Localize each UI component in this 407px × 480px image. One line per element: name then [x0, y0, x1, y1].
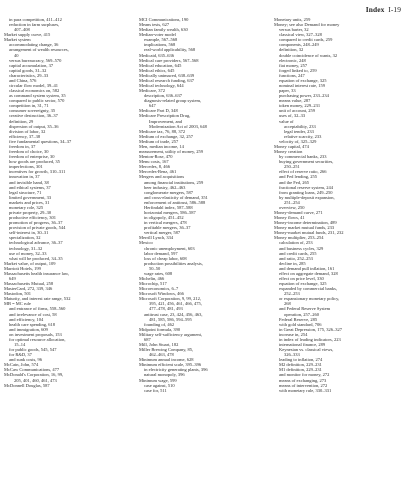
- index-subentry: for R&D, 37: [9, 352, 32, 358]
- index-subentry: 250–251: [284, 164, 300, 170]
- index-subentry: M1 definition, 229–231: [279, 367, 322, 373]
- index-entry: Michelin, 466: [139, 275, 165, 281]
- index-subentry: fiat money, 257: [279, 62, 308, 68]
- index-entry: Money market mutual funds, 233: [274, 225, 335, 231]
- index-subentry: how goods are produced, 35: [9, 159, 60, 165]
- index-entry: Money-market mutual funds, 231, 232: [274, 230, 344, 236]
- index-subentry: for optimal resource allocation,: [9, 336, 66, 342]
- index-subentry: classical view, 327–328: [279, 32, 322, 38]
- index-entry: Military self-sufficiency argument,: [139, 331, 202, 337]
- index-subentry: case for, 511: [144, 387, 167, 393]
- index-subentry: arrangement of wealth resources,: [9, 47, 69, 53]
- index-subentry: value of: [279, 118, 294, 124]
- index-subentry: purchasing power, 233–234: [279, 93, 329, 99]
- index-subentry: circular flow model, 39–41: [9, 83, 58, 89]
- index-subentry: classical economics on, 582: [9, 88, 60, 94]
- index-subentry: 252–253: [284, 291, 300, 297]
- index-subentry: velocity of, 325–329: [279, 138, 317, 144]
- index-entry: Market system: [4, 37, 31, 43]
- index-subentry: limited government, 33: [9, 194, 52, 200]
- index-subentry: reduction in farm surpluses,: [9, 22, 60, 28]
- index-entry: Mastodon, 501: [4, 291, 31, 297]
- index-subentry: nominal interest rate, 159: [279, 83, 325, 89]
- index-subentry: electronic, 248: [279, 57, 306, 63]
- index-subentry: example, 567–568: [144, 37, 178, 43]
- index-subentry: dispersion of output, 35–36: [9, 123, 59, 129]
- index-subentry: operation, 257–260: [284, 311, 319, 317]
- page-number: I-19: [388, 5, 401, 14]
- index-subentry: vertical merger, 587: [144, 230, 181, 236]
- index-subentry: 205, 401, 460, 461, 473: [14, 377, 57, 383]
- index-subentry: what will be produced, 34–35: [9, 255, 63, 261]
- index-subentry: 477–478, 481, 493: [149, 306, 183, 312]
- index-entry: Monetary units, 259: [274, 17, 311, 22]
- index-entry: Medical technology, 644: [139, 83, 184, 89]
- index-subentry: real-world applicability, 568: [144, 47, 196, 53]
- index-subentry: freedom in, 37: [9, 143, 36, 149]
- index-subentry: in Great Depression, 175, 326–327: [279, 326, 342, 332]
- index-entry: Medical education, 645: [139, 62, 182, 68]
- index-subentry: and ratio, 252–253: [279, 255, 313, 261]
- index-subentry: uses of, 32–33: [279, 113, 306, 119]
- index-subentry: and business cycles, 329: [279, 245, 324, 251]
- index-subentry: 268: [284, 301, 291, 307]
- index-subentry: division of labor, 32: [9, 128, 46, 134]
- index-subentry: relative scarcity, 233: [284, 133, 322, 139]
- index-subentry: conglomerate mergers, 587: [144, 189, 194, 195]
- index-subentry: means value, 287: [279, 98, 311, 104]
- index-subentry: capital accumulation, 37: [9, 62, 54, 68]
- index-subentry: founding of, 462: [144, 321, 175, 327]
- index-subentry: decline in, 285: [279, 260, 306, 266]
- index-subentry: 395, 421, 456, 461, 466, 475,: [149, 301, 202, 307]
- index-subentry: international finance, 289: [279, 342, 326, 347]
- index-subentry: leading to inflation, 274: [279, 357, 323, 363]
- index-entry: Money-income determination, 489: [274, 220, 337, 226]
- index-entry: Money; see also Demand for money: [274, 22, 340, 28]
- index-subentry: labor demand, 597: [144, 250, 178, 256]
- index-subentry: Modernization Act of 2003, 648: [149, 123, 207, 129]
- index-subentry: and entrance of firms, 558–560: [9, 306, 66, 312]
- index-subentry: freedom of choice, 30: [9, 149, 49, 155]
- index-subentry: components, 248–249: [279, 42, 319, 48]
- index-entry: Mexico: [139, 240, 153, 246]
- index-subentry: self-interest in, 30–31: [9, 230, 49, 236]
- index-entry: Medium of exchange, 32, 257: [139, 133, 193, 139]
- index-entry: MasterCard, 272, 339, 346: [4, 286, 53, 292]
- index-subentry: double coincidence of wants, 32: [279, 52, 338, 58]
- index-subentry: profitable mergers, 36–37: [144, 225, 191, 231]
- index-entry: Mill, John Stuart, 182: [139, 342, 179, 347]
- index-subentry: legal tender, 233: [284, 128, 314, 134]
- index-subentry: and irrelevance of cost, 58: [9, 311, 57, 317]
- index-subentry: specialization, 32: [9, 235, 41, 241]
- index-subentry: and ethical systems, 37: [9, 184, 51, 190]
- index-subentry: and immigration, 609: [9, 326, 48, 332]
- index-subentry: 481, 585, 586, 594–595: [149, 316, 192, 322]
- index-entry: Medicare tax, 76, 88, 372: [139, 128, 186, 134]
- index-subentry: acceptability, 233: [284, 123, 316, 129]
- index-subentry: horizontal mergers, 586–587: [144, 209, 196, 215]
- index-subentry: for public goods, 545, 547: [9, 347, 57, 353]
- index-subentry: 687: [144, 336, 151, 342]
- index-entry: Men, median income, 14: [139, 143, 184, 149]
- index-subentry: on investment proposals, 153: [9, 331, 62, 337]
- index-subentry: equation of exchange, 325: [279, 281, 327, 287]
- index-subentry: and invisible hand, 38: [9, 179, 49, 185]
- index-subentry: in vertical mergers, 478: [144, 220, 187, 226]
- index-subentry: forged linked to, 259: [279, 67, 317, 73]
- index-subentry: diagnosis-related group system,: [144, 98, 202, 104]
- index-subentry: from granting loans, 249–250: [279, 189, 333, 195]
- index-subentry: effect on aggregate demand, 328: [279, 270, 338, 276]
- index-entry: Means tests, 627: [139, 22, 170, 28]
- index-subentry: with monetary rule, 330–331: [279, 387, 332, 393]
- index-subentry: and sunk costs, 96: [9, 357, 42, 363]
- index-subentry: production possibilities analysis,: [144, 260, 203, 266]
- index-subentry: beer industry, 462–463: [144, 184, 186, 190]
- index-entry: McDonald's Corporation, 16, 99,: [4, 372, 64, 378]
- index-subentry: fractional reserve system, 244: [279, 184, 333, 190]
- index-subentry: Herfindahl index, 587–588: [144, 204, 193, 210]
- index-subentry: among financial institutions, 259: [144, 179, 204, 185]
- index-entry: Money flows, 41: [274, 215, 305, 221]
- index-subentry: 326–333: [284, 352, 300, 358]
- index-subentry: freedom of enterprise, 30: [9, 154, 55, 160]
- index-entry: MCI Communications, 190: [139, 17, 189, 22]
- index-subentry: and China, 576: [9, 77, 37, 83]
- index-entry: Merrill Lynch, 334: [139, 235, 174, 241]
- index-subentry: M2 definition, 229–231: [279, 362, 322, 368]
- index-entry: measurement, utility of money, 259: [139, 149, 203, 155]
- index-subentry: and Fed lending, 255: [279, 174, 317, 180]
- index-subentry: competition in, 31, 71: [9, 103, 49, 109]
- index-entry: Median family wealth, 630: [139, 27, 188, 33]
- index-entry: Mercedes-Benz, 461: [139, 169, 177, 175]
- index-subentry: definition, 32: [279, 47, 304, 53]
- index-subentry: monetary role, 325: [9, 204, 44, 210]
- index-entry: Menton-Rose, 470: [139, 154, 173, 160]
- index-subentry: natural monopoly, 396: [144, 372, 185, 378]
- index-subentry: Improvement, and: [149, 118, 182, 124]
- index-subentry: incentives for growth, 310–311: [9, 169, 66, 175]
- index-subentry: and monitor for money, 272: [279, 372, 330, 378]
- index-subentry: Keynesian vs. classical views,: [279, 347, 334, 353]
- index-subentry: as command system system, 35: [9, 93, 66, 99]
- index-subentry: effect on price level, 330: [279, 275, 324, 281]
- index-subentry: calculation of, 253: [279, 240, 313, 246]
- index-subentry: Federal Reserve, 285: [279, 316, 318, 322]
- index-subentry: productive efficiency, 301: [9, 215, 56, 221]
- index-subentry: expanded by commercial banks,: [279, 286, 337, 292]
- index-subentry: and credit cards, 255: [279, 250, 317, 256]
- index-subentry: wage rates, 608: [144, 270, 173, 276]
- index-subentry: effect of reserve ratio, 266: [279, 169, 327, 175]
- index-subentry: creative destruction, 36–37: [9, 113, 58, 119]
- index-subentry: token money, 229–231: [279, 103, 321, 109]
- index-entry: MB = MC rule: [4, 301, 31, 307]
- index-subentry: buying government securities,: [279, 159, 334, 165]
- index-subentry: case against, 510: [144, 382, 175, 388]
- index-subentry: definition, 29: [9, 118, 34, 124]
- index-subentry: description, 636–637: [144, 93, 182, 99]
- index-entry: Mercedes, 8, 466: [139, 164, 170, 170]
- index-subentry: accommodating change, 36: [9, 42, 59, 48]
- index-subentry: imperfections, 301: [9, 164, 43, 170]
- index-subentry: unit of account, 259: [279, 108, 315, 114]
- index-subentry: means of intervention, 272: [279, 382, 328, 388]
- index-entry: Money creation: [274, 149, 303, 155]
- index-subentry: provision of private goods, 544: [9, 225, 66, 231]
- index-entry: Medicare Part D, 348: [139, 108, 178, 114]
- index-subentry: 462–463, 478: [149, 352, 174, 358]
- index-entry: Midpoint formula, 390: [139, 326, 181, 332]
- index-entry: Medical research funding, 637: [139, 77, 194, 83]
- index-subentry: versus bureaucracy, 569–570: [9, 57, 62, 63]
- index-subentry: increase in, 254: [279, 331, 308, 337]
- index-subentry: in index of leading indicators, 223: [279, 336, 341, 342]
- index-subentry: overview, 250: [279, 204, 305, 210]
- index-subentry: 407–408: [14, 27, 30, 33]
- index-subentry: 50–50: [149, 265, 161, 271]
- index-subentry: and Federal Reserve System: [279, 306, 331, 312]
- index-subentry: efficiency, 37–38: [9, 133, 41, 139]
- index-subentry: by multiple-deposit expansion,: [279, 194, 335, 200]
- index-subentry: versus barter, 32: [279, 27, 309, 33]
- index-entry: Money-demand curve, 271: [274, 209, 323, 215]
- index-column-3: [274, 17, 401, 393]
- index-subentry: private property, 29–30: [9, 209, 52, 215]
- index-entry: Microsoft Windows, 466: [139, 291, 184, 297]
- index-entry: Medicare Prescription Drug,: [139, 113, 191, 119]
- index-entry: McCaw Communications, 477: [4, 367, 60, 373]
- index-entry: Massachusetts Mutual, 258: [4, 281, 54, 287]
- index-subentry: antitrust case, 23, 424, 456, 463,: [144, 311, 203, 317]
- index-subentry: by commercial banks, 233: [279, 154, 327, 160]
- index-subentry: markets and prices, 31: [9, 199, 50, 205]
- index-entry: Market supply curve, 415: [4, 32, 51, 38]
- index-subentry: loss of cheap labor, 608: [144, 255, 187, 261]
- index-subentry: paper, 33: [279, 88, 296, 94]
- index-entry: Minimum annual income, 628: [139, 357, 194, 363]
- index-subentry: technological advance, 36–37: [9, 240, 63, 246]
- index-subentry: five fundamental questions, 34–37: [9, 138, 72, 144]
- index-entry: Massachusetts health insurance law,: [4, 270, 69, 276]
- index-subentry: chronic unemployment, 603: [144, 245, 195, 251]
- index-subentry: in electricity generating plants, 396: [144, 367, 208, 373]
- index-entry: Medium of trade, 257: [139, 138, 179, 144]
- index-subentry: consumer sovereignty, 35: [9, 108, 56, 114]
- index-column-2: [139, 17, 266, 393]
- index-entry: Medical ethics, 645: [139, 67, 175, 73]
- index-subentry: means of exchanging, 273: [279, 377, 327, 383]
- index-entry: Medically uninsured, 638–639: [139, 72, 195, 78]
- index-subentry: characteristics, 29–33: [9, 72, 49, 78]
- index-entry: Menu costs, 167: [139, 159, 169, 165]
- index-entry: Miller Brewing Company, 85,: [139, 347, 194, 353]
- index-entry: Minimum wage, 599: [139, 377, 177, 383]
- index-entry: Money multiplier, 253–254: [274, 235, 324, 241]
- index-subentry: 647: [149, 103, 156, 109]
- index-subentry: implications, 568: [144, 42, 176, 48]
- index-subentry: and the Fed, 265: [279, 179, 309, 185]
- index-subentry: health care spending, 618: [9, 321, 55, 327]
- index-subentry: in oligopoly, 451–452: [144, 215, 184, 221]
- index-subentry: or expansionary monetary policy,: [279, 296, 340, 302]
- index-entry: Microeconomics, 6–7: [139, 286, 179, 292]
- index-entry: Medicaid, 635–636: [139, 52, 174, 58]
- index-subentry: promotion of progress, 36–37: [9, 220, 63, 226]
- index-subentry: with gold standard, 706: [279, 321, 322, 327]
- index-entry: Marriott Hotels, 199: [4, 265, 41, 271]
- index-entry: Maturity, and interest rate range, 532: [4, 296, 71, 302]
- index-subentry: compared to credit cards, 259: [279, 37, 333, 43]
- index-subentry: and demand pull inflation, 161: [279, 265, 335, 271]
- index-entry: Microchip, 517: [139, 281, 167, 287]
- index-entry: Money capital, 474: [274, 143, 309, 149]
- index-entry: Minimum efficient scale, 395–396: [139, 362, 202, 368]
- index-subentry: 40: [14, 52, 19, 58]
- index-subentry: in para competition, 411–412: [9, 17, 62, 22]
- index-column-1: [4, 17, 131, 388]
- index-subentry: innovation in, 37: [9, 174, 40, 180]
- index-subentry: 251–254: [284, 199, 300, 205]
- index-subentry: technology, 31–32: [9, 245, 43, 251]
- index-entry: McCain, John, 574: [4, 362, 39, 368]
- index-subentry: equation of exchange, 325: [279, 77, 327, 83]
- index-subentry: 649: [9, 275, 16, 281]
- index-subentry: functions, 247: [279, 72, 305, 78]
- index-subentry: capital goods, 31–32: [9, 67, 47, 73]
- index-entry: McDonnell Douglas, 587: [4, 382, 50, 388]
- index-entry: Mergers and acquisitions: [139, 174, 185, 180]
- index-subentry: use of money, 32–33: [9, 250, 47, 256]
- index-entry: Median-voter model: [139, 32, 176, 38]
- index-subentry: enforcement of antitrust, 586–588: [144, 199, 206, 205]
- index-subentry: and efficiency, 104: [9, 316, 44, 322]
- index-entry: Medical care providers, 567–568: [139, 57, 199, 63]
- index-entry: Microsoft Corporation, 9, 99, 212,: [139, 296, 201, 302]
- index-subentry: legal structure, 71: [9, 189, 42, 195]
- index-subentry: 15–14: [14, 342, 26, 347]
- index-title: Index: [365, 5, 385, 14]
- page-header: [0, 5, 401, 14]
- index-entry: Medicare, 372: [139, 88, 165, 94]
- index-entry: Market value, of output, 109: [4, 260, 56, 266]
- index-subentry: compared to public sector, 570: [9, 98, 65, 104]
- index-subentry: and cross-elasticity of demand, 351: [144, 194, 208, 200]
